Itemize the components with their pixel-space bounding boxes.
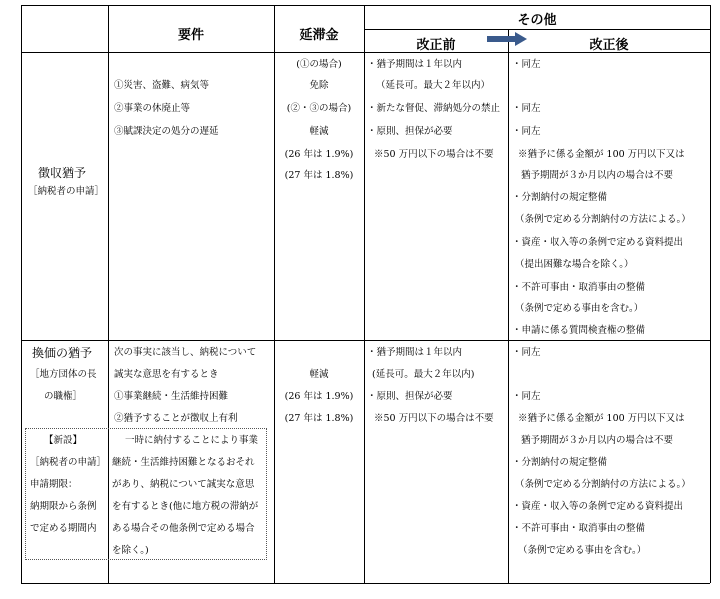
row1-go-3: ・同左 [512, 126, 541, 137]
row2-go-6: （条例で定める分割納付の方法による。） [515, 479, 691, 490]
row2-youken-1: 次の事実に該当し、納税について [114, 347, 257, 358]
new-box-right-3: があり、納税について誠実な意思 [112, 479, 255, 490]
row2-go-2: ・同左 [512, 391, 541, 402]
row1-go-2: ・同左 [512, 103, 541, 114]
row1-label-sub: ［納税者の申請］ [28, 186, 105, 197]
row1-label: 徴収猶予 [38, 166, 87, 180]
row2-mae-2: (延長可。最大２年以内) [372, 369, 475, 380]
new-box-left-4: 納期限から条例 [30, 501, 97, 512]
row1-mae-1: ・猶予期間は１年以内 [367, 59, 463, 70]
row2-go-5: ・分割納付の規定整備 [512, 457, 608, 468]
table-border-left [21, 5, 22, 583]
row1-go-7: （条例で定める分割納付の方法による。） [515, 214, 691, 225]
new-provision-box [25, 428, 267, 560]
row1-entaikin-5: (26 年は 1.9%) [284, 149, 354, 160]
row1-go-5: 猶予期間が３か月以内の場合は不要 [521, 170, 674, 181]
row2-go-1: ・同左 [512, 347, 541, 358]
row2-youken-3: ①事業継続・生活維持困難 [114, 391, 229, 402]
row2-go-4: 猶予期間が３か月以内の場合は不要 [521, 435, 674, 446]
row1-go-4: ※猶予に係る金額が 100 万円以下又は [518, 149, 685, 160]
col-divider-3 [364, 5, 365, 583]
col-divider-4 [508, 29, 509, 583]
row1-entaikin-3: (②・③の場合) [286, 103, 352, 114]
row2-label: 換価の猶予 [32, 346, 93, 360]
new-box-right-6: を除く。) [112, 545, 149, 556]
new-box-left-5: で定める期間内 [30, 523, 97, 534]
row1-entaikin-1: (①の場合) [296, 59, 342, 70]
header-sonota: その他 [517, 13, 557, 28]
row1-go-12: ・申請に係る質問検査権の整備 [512, 325, 646, 336]
row1-go-11: （条例で定める事由を含む。） [515, 303, 644, 314]
row1-entaikin-6: (27 年は 1.8%) [284, 170, 354, 181]
new-box-right-4: を有するとき(他に地方税の滞納が [112, 501, 259, 512]
row1-go-10: ・不許可事由・取消事由の整備 [512, 282, 646, 293]
row1-mae-2: （延長可。最大２年以内） [376, 80, 491, 91]
table-border-right [710, 5, 711, 583]
row-divider [21, 340, 710, 341]
header-kaisei-go: 改正後 [589, 38, 629, 53]
row1-mae-5: ※50 万円以下の場合は不要 [374, 149, 494, 160]
row2-go-7: ・資産・収入等の条例で定める資料提出 [512, 501, 684, 512]
row2-label-sub2: の職権］ [44, 391, 83, 402]
row2-entaikin-3: (27 年は 1.8%) [284, 413, 354, 424]
header-entaikin: 延滞金 [299, 28, 339, 43]
row2-mae-1: ・猶予期間は１年以内 [367, 347, 463, 358]
row2-label-sub1: ［地方団体の長 [30, 369, 97, 380]
row2-entaikin-1: 軽減 [309, 369, 329, 380]
row2-go-8: ・不許可事由・取消事由の整備 [512, 523, 646, 534]
row1-entaikin-2: 免除 [309, 80, 329, 91]
right-arrow-icon [487, 32, 529, 46]
table-border-top [21, 5, 710, 6]
row2-mae-3: ・原則、担保が必要 [367, 391, 453, 402]
row2-youken-2: 誠実な意思を有するとき [114, 369, 219, 380]
header-divider [364, 29, 710, 30]
row2-go-3: ※猶予に係る金額が 100 万円以下又は [518, 413, 685, 424]
row2-youken-4: ②猶予することが徴収上有利 [114, 413, 238, 424]
row1-youken-2: ②事業の休廃止等 [114, 103, 191, 114]
new-box-left-3: 申請期限： [30, 479, 78, 490]
row2-mae-4: ※50 万円以下の場合は不要 [374, 413, 494, 424]
row1-go-8: ・資産・収入等の条例で定める資料提出 [512, 237, 684, 248]
row1-mae-4: ・原則、担保が必要 [367, 126, 453, 137]
row1-youken-3: ③賦課決定の処分の遅延 [114, 126, 219, 137]
row1-mae-3: ・新たな督促、滞納処分の禁止 [367, 103, 501, 114]
row2-go-9: （条例で定める事由を含む。） [518, 545, 647, 556]
new-box-right-5: ある場合その他条例で定める場合 [112, 523, 255, 534]
row2-entaikin-2: (26 年は 1.9%) [284, 391, 354, 402]
table-border-bottom [21, 583, 710, 584]
new-box-left-2: ［納税者の申請］ [30, 457, 107, 468]
new-box-right-2: 継続・生活維持困難となるおそれ [112, 457, 255, 468]
row1-entaikin-4: 軽減 [309, 126, 329, 137]
row1-youken-1: ①災害、盗難、病気等 [114, 80, 210, 91]
new-box-right-1: 一時に納付することにより事業 [125, 435, 259, 446]
header-kaisei-mae: 改正前 [416, 38, 456, 53]
new-box-left-1: 【新設】 [44, 435, 83, 446]
header-youken: 要件 [177, 28, 204, 43]
row1-go-6: ・分割納付の規定整備 [512, 192, 608, 203]
row1-go-1: ・同左 [512, 59, 541, 70]
row1-go-9: （提出困難な場合を除く。） [515, 259, 634, 270]
